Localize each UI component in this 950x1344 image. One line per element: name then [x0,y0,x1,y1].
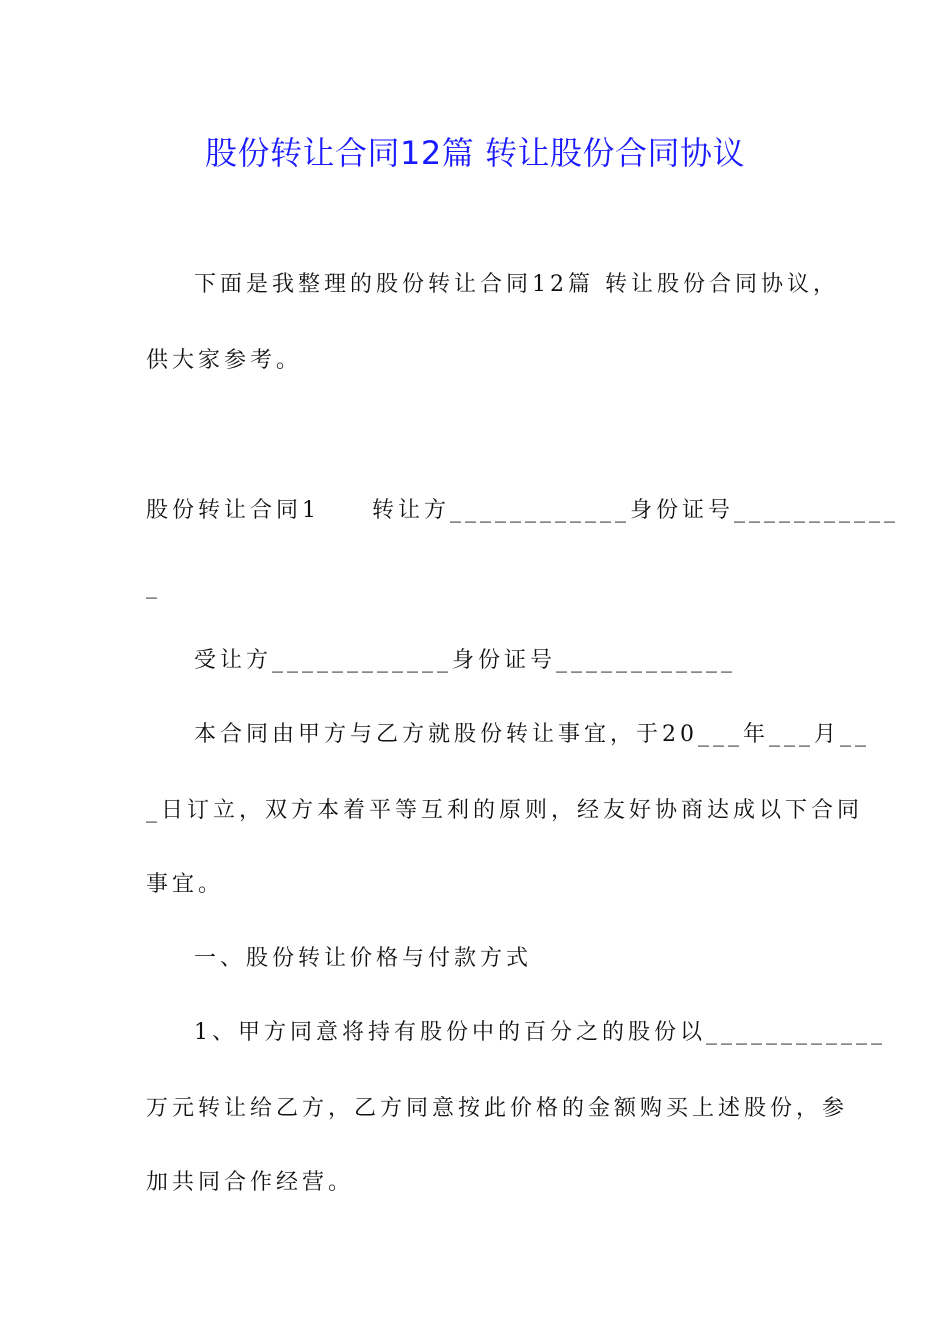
contract-heading-overflow: _ [146,574,161,599]
intro-line-1: 下面是我整理的股份转让合同12篇 转让股份合同协议， [194,272,839,297]
preamble-line-1: 本合同由甲方与乙方就股份转让事宜，于20___年___月__ [194,722,870,747]
clause-1-line-2: 万元转让给乙方，乙方同意按此价格的金额购买上述股份，参 [146,1096,849,1121]
clause-1-line-3: 加共同合作经营。 [146,1170,355,1195]
clause-1-line-1: 1、甲方同意将持有股份中的百分之的股份以____________ [194,1020,886,1045]
preamble-line-2: _日订立，双方本着平等互利的原则，经友好协商达成以下合同 [146,798,864,823]
intro-line-2: 供大家参考。 [146,348,303,373]
preamble-line-3: 事宜。 [146,872,225,897]
contract-heading-line: 股份转让合同1 转让方____________身份证号___________ [146,498,899,523]
section-heading: 一、股份转让价格与付款方式 [194,946,533,971]
transferee-line: 受让方____________身份证号____________ [194,648,737,673]
document-title: 股份转让合同12篇 转让股份合同协议 [205,134,745,172]
